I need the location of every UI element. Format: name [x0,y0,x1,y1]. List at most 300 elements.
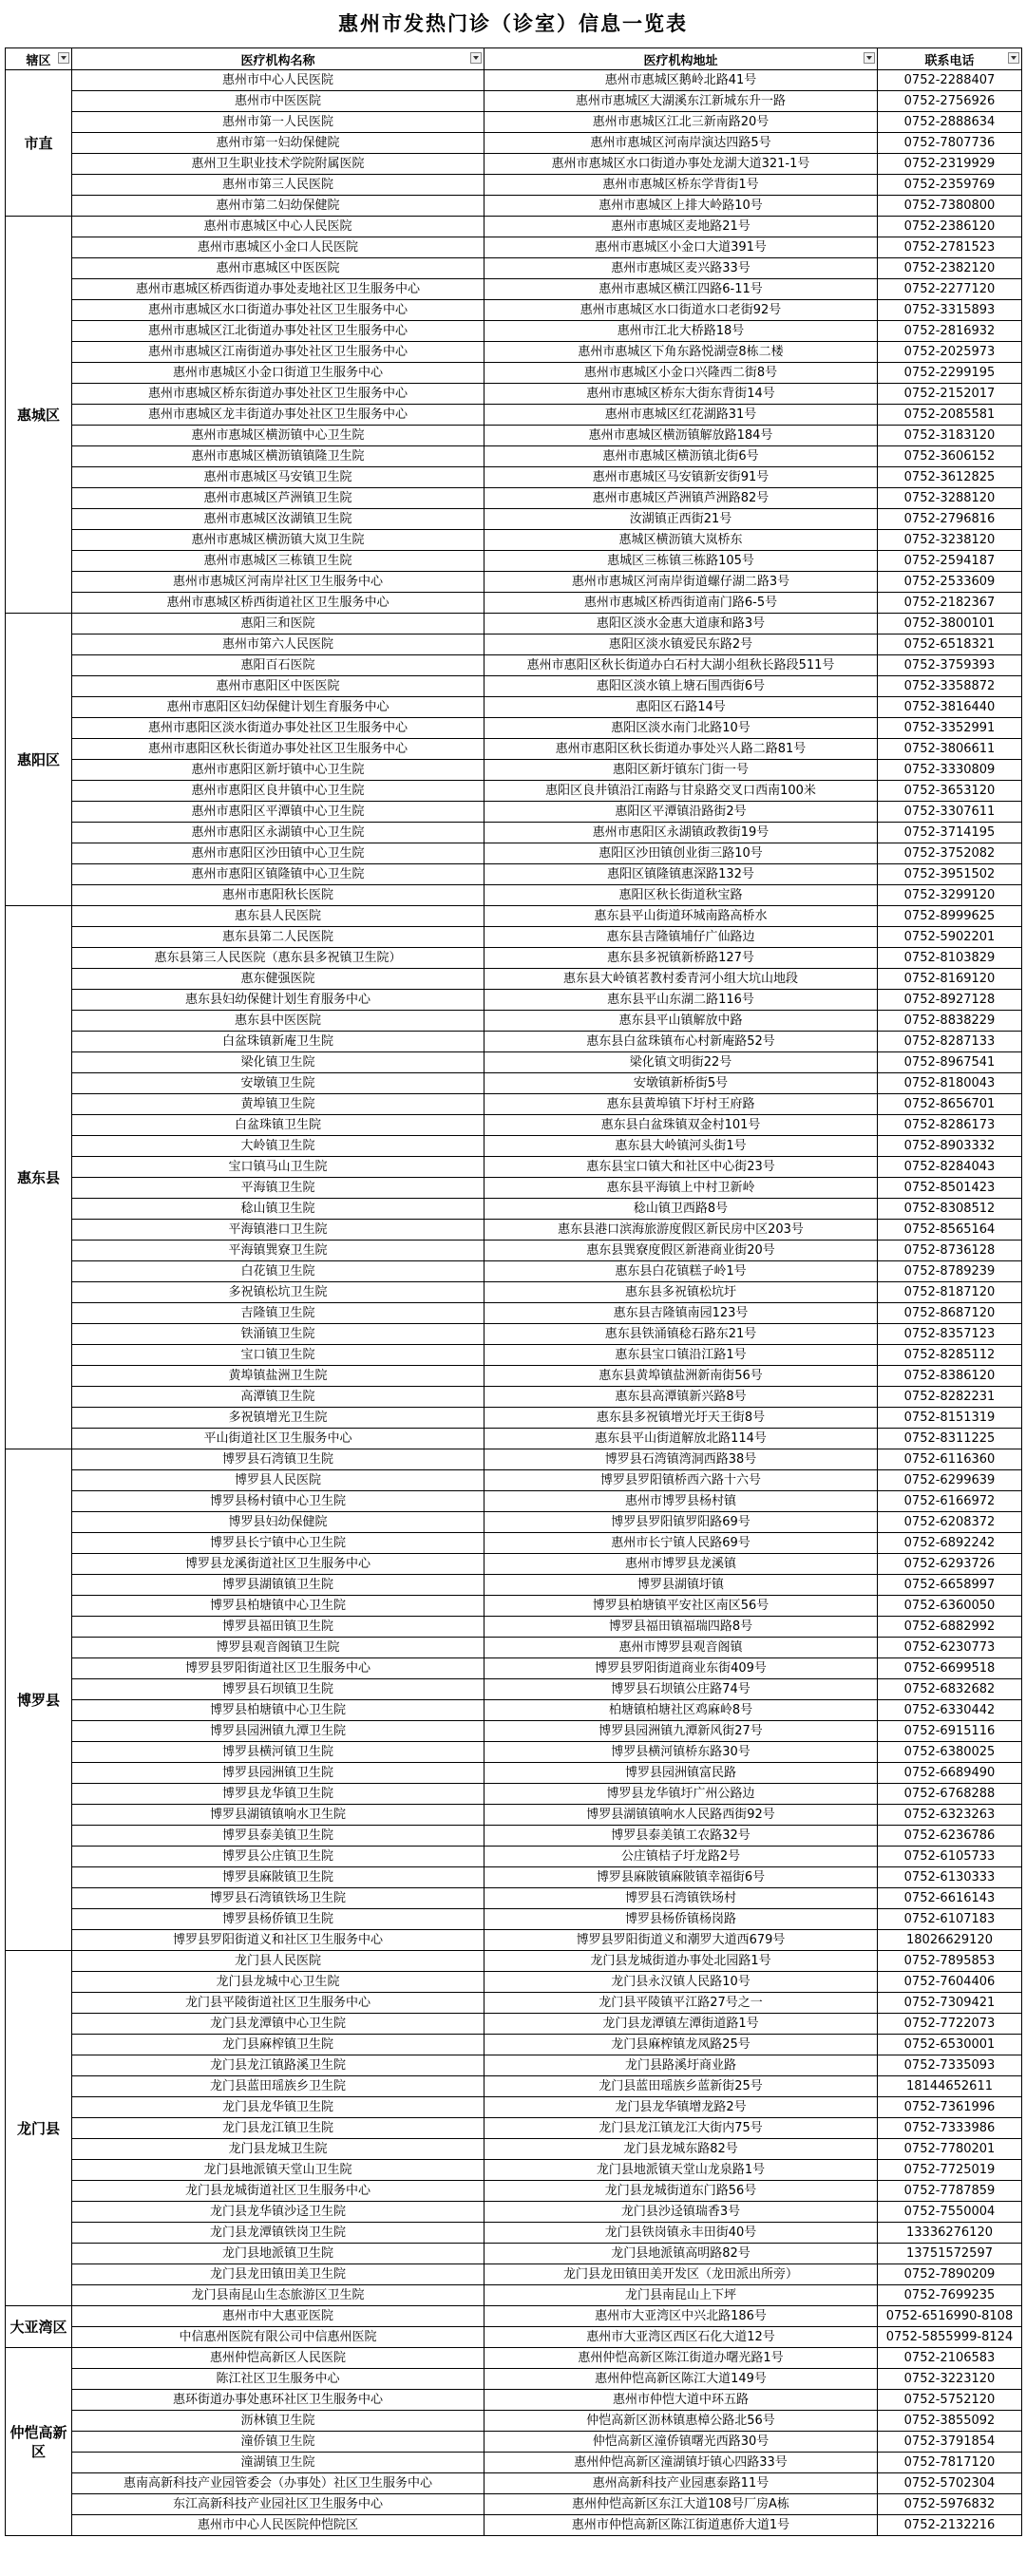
phone-cell: 0752-5855999-8124 [878,2327,1022,2348]
phone-cell: 0752-8282231 [878,1387,1022,1408]
table-row [6,1073,1022,1094]
table-row [6,1449,1022,1470]
district-cell: 大亚湾区 [6,2306,72,2348]
institution-address-cell: 惠东县吉隆镇埔仔广仙路边 [484,927,878,948]
phone-cell: 0752-3714195 [878,823,1022,843]
institution-name-cell: 博罗县湖镇镇卫生院 [72,1575,484,1596]
table-row [6,1032,1022,1052]
institution-address-cell: 博罗县杨侨镇杨岗路 [484,1909,878,1930]
institution-name-cell: 惠州市中医医院 [72,91,484,112]
institution-address-cell: 惠州市惠城区横江四路6-11号 [484,279,878,300]
phone-cell: 0752-2277120 [878,279,1022,300]
institution-address-cell: 博罗县罗阳镇桥西六路十六号 [484,1470,878,1491]
table-row [6,2453,1022,2473]
header-name: 医疗机构名称 [72,48,484,70]
filter-dropdown-icon[interactable] [864,52,875,64]
institution-name-cell: 吉隆镇卫生院 [72,1303,484,1324]
table-row [6,1345,1022,1366]
institution-name-cell: 博罗县泰美镇卫生院 [72,1826,484,1847]
institution-name-cell: 惠州市中大惠亚医院 [72,2306,484,2327]
phone-cell: 0752-6236786 [878,1826,1022,1847]
table-row [6,133,1022,154]
institution-address-cell: 惠州市大亚湾区西区石化大道12号 [484,2327,878,2348]
institution-address-cell: 惠东县宝口镇大和社区中心街23号 [484,1157,878,1178]
phone-cell: 0752-3816440 [878,697,1022,718]
table-row [6,927,1022,948]
table-row [6,2223,1022,2244]
phone-cell: 0752-2152017 [878,384,1022,405]
table-row [6,1847,1022,1867]
institution-name-cell: 博罗县湖镇镇响水卫生院 [72,1805,484,1826]
table-row [6,2327,1022,2348]
institution-address-cell: 惠阳区沙田镇创业街三路10号 [484,843,878,864]
phone-cell: 0752-6293726 [878,1554,1022,1575]
table-row [6,885,1022,906]
table-row [6,655,1022,676]
institution-address-cell: 龙门县路溪圩商业路 [484,2055,878,2076]
phone-cell: 0752-2132216 [878,2515,1022,2536]
institution-name-cell: 博罗县杨侨镇卫生院 [72,1909,484,1930]
table-row [6,342,1022,363]
table-row [6,2244,1022,2264]
institution-name-cell: 惠州卫生职业技术学院附属医院 [72,154,484,175]
institution-address-cell: 惠阳区淡水南门北路10号 [484,718,878,739]
phone-cell: 0752-3791854 [878,2432,1022,2453]
phone-cell: 0752-7335093 [878,2055,1022,2076]
institution-address-cell: 惠东县平山街道环城南路高桥水 [484,906,878,927]
institution-address-cell: 博罗县湖镇圩镇 [484,1575,878,1596]
table-row [6,1784,1022,1805]
phone-cell: 0752-7722073 [878,2014,1022,2035]
header-phone: 联系电话 [878,48,1022,70]
institution-name-cell: 博罗县公庄镇卫生院 [72,1847,484,1867]
institution-name-cell: 博罗县园洲镇九潭卫生院 [72,1721,484,1742]
district-cell: 惠城区 [6,217,72,614]
institution-name-cell: 惠州市惠城区横沥镇大岚卫生院 [72,530,484,551]
phone-cell: 0752-3800101 [878,614,1022,635]
institution-address-cell: 龙门县南昆山上下坪 [484,2285,878,2306]
institution-address-cell: 惠州市博罗县龙溪镇 [484,1554,878,1575]
institution-address-cell: 博罗县湖镇镇响水人民路西街92号 [484,1805,878,1826]
institution-name-cell: 惠州市第三人民医院 [72,175,484,196]
table-row [6,1178,1022,1199]
institution-address-cell: 惠州市惠城区大湖溪东江新城东升一路 [484,91,878,112]
table-row [6,2014,1022,2035]
phone-cell: 0752-8501423 [878,1178,1022,1199]
institution-address-cell: 惠州市仲恺大道中环五路 [484,2390,878,2411]
table-row [6,1575,1022,1596]
institution-address-cell: 惠阳区石路14号 [484,697,878,718]
institution-name-cell: 博罗县麻陂镇卫生院 [72,1867,484,1888]
institution-name-cell: 龙门县蓝田瑶族乡卫生院 [72,2076,484,2097]
table-row [6,1909,1022,1930]
institution-address-cell: 惠东县平山镇解放中路 [484,1011,878,1032]
phone-cell: 0752-7309421 [878,1993,1022,2014]
institution-name-cell: 惠州市惠城区水口街道办事处社区卫生服务中心 [72,300,484,321]
institution-address-cell: 惠州市惠城区麦地路21号 [484,217,878,237]
institution-address-cell: 惠东县黄埠镇盐洲新南街56号 [484,1366,878,1387]
district-cell: 惠阳区 [6,614,72,906]
institution-name-cell: 惠环街道办事处惠环社区卫生服务中心 [72,2390,484,2411]
table-row [6,1241,1022,1261]
table-row [6,2055,1022,2076]
institution-address-cell: 惠州市惠城区鹅岭北路41号 [484,70,878,91]
phone-cell: 0752-8927128 [878,990,1022,1011]
institution-name-cell: 惠东县妇幼保健计划生育服务中心 [72,990,484,1011]
institution-name-cell: 博罗县龙华镇卫生院 [72,1784,484,1805]
phone-cell: 0752-6105733 [878,1847,1022,1867]
table-row [6,1993,1022,2014]
phone-cell: 0752-3806611 [878,739,1022,760]
institution-address-cell: 惠州市惠城区麦兴路33号 [484,258,878,279]
table-row [6,1951,1022,1972]
table-row [6,2264,1022,2285]
table-row [6,1115,1022,1136]
phone-cell: 0752-3653120 [878,781,1022,802]
table-row [6,990,1022,1011]
institution-name-cell: 铁涌镇卫生院 [72,1324,484,1345]
table-row [6,1157,1022,1178]
institution-address-cell: 博罗县园洲镇九潭新风街27号 [484,1721,878,1742]
filter-dropdown-icon[interactable] [58,52,69,64]
institution-name-cell: 平海镇巽寮卫生院 [72,1241,484,1261]
phone-cell: 0752-6116360 [878,1449,1022,1470]
institution-name-cell: 惠州市第一妇幼保健院 [72,133,484,154]
phone-cell: 0752-7333986 [878,2118,1022,2139]
institution-address-cell: 惠州市惠城区小金口大道391号 [484,237,878,258]
table-row [6,635,1022,655]
header-district: 辖区 [6,48,72,70]
institution-name-cell: 白盆珠镇新庵卫生院 [72,1032,484,1052]
institution-name-cell: 安墩镇卫生院 [72,1073,484,1094]
phone-cell: 0752-2299195 [878,363,1022,384]
institution-name-cell: 惠州市惠城区芦洲镇卫生院 [72,488,484,509]
institution-name-cell: 惠州市惠城区三栋镇卫生院 [72,551,484,572]
institution-name-cell: 龙门县龙潭镇中心卫生院 [72,2014,484,2035]
institution-address-cell: 龙门县龙田镇田美开发区（龙田派出所旁） [484,2264,878,2285]
table-row [6,2515,1022,2536]
table-row [6,2369,1022,2390]
phone-cell: 0752-6166972 [878,1491,1022,1512]
institution-name-cell: 惠州市惠城区中心人民医院 [72,217,484,237]
phone-cell: 0752-8838229 [878,1011,1022,1032]
table-row [6,1554,1022,1575]
institution-address-cell: 惠东县平海镇上中村卫新岭 [484,1178,878,1199]
institution-name-cell: 惠州市惠城区桥西街道办事处麦地社区卫生服务中心 [72,279,484,300]
table-row [6,781,1022,802]
institution-address-cell: 惠州市惠城区桥东学背街1号 [484,175,878,196]
institution-name-cell: 惠州市惠阳区镇隆镇中心卫生院 [72,864,484,885]
table-row [6,1679,1022,1700]
institution-name-cell: 龙门县龙华镇卫生院 [72,2097,484,2118]
phone-cell: 0752-8687120 [878,1303,1022,1324]
phone-cell: 0752-2106583 [878,2348,1022,2369]
table-row [6,1052,1022,1073]
institution-name-cell: 潼侨镇卫生院 [72,2432,484,2453]
phone-cell: 0752-6518321 [878,635,1022,655]
phone-cell: 0752-8286173 [878,1115,1022,1136]
institution-name-cell: 黄埠镇卫生院 [72,1094,484,1115]
institution-address-cell: 惠阳区镇隆镇惠深路132号 [484,864,878,885]
phone-cell: 0752-5902201 [878,927,1022,948]
phone-cell: 0752-2359769 [878,175,1022,196]
table-row [6,1011,1022,1032]
institution-name-cell: 龙门县南昆山生态旅游区卫生院 [72,2285,484,2306]
phone-cell: 0752-6208372 [878,1512,1022,1533]
table-row [6,2306,1022,2327]
institution-name-cell: 宝口镇卫生院 [72,1345,484,1366]
phone-cell: 0752-3752082 [878,843,1022,864]
institution-address-cell: 惠阳区淡水镇上塘石围西街6号 [484,676,878,697]
institution-address-cell: 惠阳区淡水镇爱民东路2号 [484,635,878,655]
table-row [6,823,1022,843]
institution-address-cell: 惠州市大亚湾区中兴北路186号 [484,2306,878,2327]
clinic-table [5,47,1022,2536]
table-row [6,1387,1022,1408]
phone-cell: 0752-3183120 [878,426,1022,446]
institution-name-cell: 惠阳三和医院 [72,614,484,635]
institution-name-cell: 惠州市惠阳区秋长街道办事处社区卫生服务中心 [72,739,484,760]
institution-name-cell: 惠州市惠城区横沥镇镇隆卫生院 [72,446,484,467]
institution-address-cell: 惠州市惠城区上排大岭路10号 [484,196,878,217]
institution-address-cell: 惠州市惠阳区秋长街道办事处兴人路二路81号 [484,739,878,760]
phone-cell: 0752-6380025 [878,1742,1022,1763]
table-row [6,488,1022,509]
institution-address-cell: 惠州市惠城区马安镇新安街91号 [484,467,878,488]
table-row [6,2390,1022,2411]
table-row [6,196,1022,217]
table-header-row [6,48,1022,70]
phone-cell: 0752-3759393 [878,655,1022,676]
phone-cell: 0752-8357123 [878,1324,1022,1345]
phone-cell: 0752-6516990-8108 [878,2306,1022,2327]
institution-address-cell: 惠东县巽寮度假区新港商业街20号 [484,1241,878,1261]
institution-address-cell: 惠东县宝口镇沿江路1号 [484,1345,878,1366]
institution-address-cell: 安墩镇新桥街5号 [484,1073,878,1094]
table-row [6,509,1022,530]
table-row [6,1700,1022,1721]
table-row [6,1282,1022,1303]
phone-cell: 0752-7895853 [878,1951,1022,1972]
table-row [6,2118,1022,2139]
phone-cell: 0752-7890209 [878,2264,1022,2285]
page-title: 惠州市发热门诊（诊室）信息一览表 [338,12,688,35]
table-row [6,279,1022,300]
table-row [6,572,1022,593]
institution-name-cell: 惠州市中心人民医院 [72,70,484,91]
header-address: 医疗机构地址 [484,48,878,70]
institution-name-cell: 龙门县龙城中心卫生院 [72,1972,484,1993]
phone-cell: 0752-6915116 [878,1721,1022,1742]
table-row [6,175,1022,196]
district-cell: 龙门县 [6,1951,72,2306]
phone-cell: 0752-2888634 [878,112,1022,133]
phone-cell: 0752-7380800 [878,196,1022,217]
institution-name-cell: 惠州市惠阳区中医医院 [72,676,484,697]
institution-address-cell: 龙门县龙城东路82号 [484,2139,878,2160]
institution-name-cell: 陈江社区卫生服务中心 [72,2369,484,2390]
district-cell: 市直 [6,70,72,217]
table-row [6,2348,1022,2369]
table-row [6,2139,1022,2160]
table-row [6,1094,1022,1115]
table-row [6,2076,1022,2097]
table-row [6,1763,1022,1784]
institution-address-cell: 龙门县龙华镇增龙路2号 [484,2097,878,2118]
institution-name-cell: 龙门县龙城卫生院 [72,2139,484,2160]
table-row [6,760,1022,781]
table-row [6,217,1022,237]
phone-cell: 0752-6360050 [878,1596,1022,1617]
institution-name-cell: 龙门县龙江镇卫生院 [72,2118,484,2139]
institution-name-cell: 惠州市惠城区中医医院 [72,258,484,279]
table-row [6,1617,1022,1638]
institution-address-cell: 博罗县石坝镇公庄路74号 [484,1679,878,1700]
institution-name-cell: 惠州市惠城区桥西街道社区卫生服务中心 [72,593,484,614]
table-row [6,300,1022,321]
institution-address-cell: 惠东县高潭镇新兴路8号 [484,1387,878,1408]
table-row [6,154,1022,175]
table-row [6,906,1022,927]
phone-cell: 0752-6107183 [878,1909,1022,1930]
filter-dropdown-icon[interactable] [1008,52,1019,64]
institution-address-cell: 惠州市惠阳区秋长街道办白石村大湖小组秋长路段511号 [484,655,878,676]
institution-name-cell: 平山街道社区卫生服务中心 [72,1429,484,1449]
table-row [6,426,1022,446]
institution-name-cell: 惠州市惠城区江北街道办事处社区卫生服务中心 [72,321,484,342]
institution-name-cell: 惠州市惠阳区妇幼保健计划生育服务中心 [72,697,484,718]
table-row [6,1805,1022,1826]
institution-name-cell: 惠州市惠阳区淡水街道办事处社区卫生服务中心 [72,718,484,739]
institution-address-cell: 惠东县多祝镇松坑圩 [484,1282,878,1303]
phone-cell: 0752-2025973 [878,342,1022,363]
institution-address-cell: 仲恺高新区潼侨镇曙光西路30号 [484,2432,878,2453]
table-row [6,739,1022,760]
phone-cell: 0752-6768288 [878,1784,1022,1805]
institution-address-cell: 惠城区三栋镇三栋路105号 [484,551,878,572]
table-row [6,697,1022,718]
institution-name-cell: 博罗县柏塘镇中心卫生院 [72,1700,484,1721]
filter-dropdown-icon[interactable] [470,52,482,64]
institution-name-cell: 惠州市惠城区桥东街道办事处社区卫生服务中心 [72,384,484,405]
institution-name-cell: 惠州市惠城区龙丰街道办事处社区卫生服务中心 [72,405,484,426]
institution-address-cell: 惠州市博罗县观音阁镇 [484,1638,878,1658]
institution-address-cell: 惠州市惠城区河南岸演达四路5号 [484,133,878,154]
institution-address-cell: 惠东县白盆珠镇布心村新庵路52号 [484,1032,878,1052]
institution-name-cell: 博罗县罗阳街道社区卫生服务中心 [72,1658,484,1679]
table-row [6,1470,1022,1491]
institution-address-cell: 公庄镇桔子圩龙路2号 [484,1847,878,1867]
phone-cell: 0752-7725019 [878,2160,1022,2181]
table-row [6,948,1022,969]
phone-cell: 0752-2756926 [878,91,1022,112]
phone-cell: 0752-8308512 [878,1199,1022,1220]
table-row [6,258,1022,279]
phone-cell: 0752-2085581 [878,405,1022,426]
table-row [6,1512,1022,1533]
institution-name-cell: 惠州市第六人民医院 [72,635,484,655]
institution-name-cell: 博罗县福田镇卫生院 [72,1617,484,1638]
institution-address-cell: 惠阳区淡水金惠大道康和路3号 [484,614,878,635]
institution-name-cell: 博罗县石坝镇卫生院 [72,1679,484,1700]
table-row [6,405,1022,426]
table-row [6,91,1022,112]
table-row [6,1721,1022,1742]
institution-name-cell: 平海镇卫生院 [72,1178,484,1199]
institution-name-cell: 龙门县地派镇天堂山卫生院 [72,2160,484,2181]
phone-cell: 13336276120 [878,2223,1022,2244]
institution-name-cell: 白花镇卫生院 [72,1261,484,1282]
institution-name-cell: 中信惠州医院有限公司中信惠州医院 [72,2327,484,2348]
phone-cell: 0752-5702304 [878,2473,1022,2494]
phone-cell: 0752-3315893 [878,300,1022,321]
institution-address-cell: 惠州仲恺高新区陈江街道办曙光路1号 [484,2348,878,2369]
phone-cell: 0752-6832682 [878,1679,1022,1700]
institution-name-cell: 惠州市惠城区小金口街道卫生服务中心 [72,363,484,384]
phone-cell: 0752-3606152 [878,446,1022,467]
table-row [6,1867,1022,1888]
table-row [6,1826,1022,1847]
institution-address-cell: 龙门县龙城街道办事处北园路1号 [484,1951,878,1972]
table-row [6,1261,1022,1282]
institution-address-cell: 惠州仲恺高新区陈江大道149号 [484,2369,878,2390]
phone-cell: 0752-6616143 [878,1888,1022,1909]
phone-cell: 0752-2288407 [878,70,1022,91]
institution-name-cell: 惠阳百石医院 [72,655,484,676]
phone-cell: 0752-7604406 [878,1972,1022,1993]
table-row [6,1324,1022,1345]
phone-cell: 0752-8103829 [878,948,1022,969]
phone-cell: 0752-8999625 [878,906,1022,927]
institution-address-cell: 龙门县地派镇天堂山龙泉路1号 [484,2160,878,2181]
phone-cell: 0752-7699235 [878,2285,1022,2306]
phone-cell: 0752-2816932 [878,321,1022,342]
institution-address-cell: 惠东县多祝镇新桥路127号 [484,948,878,969]
institution-address-cell: 惠州市惠城区芦洲镇芦洲路82号 [484,488,878,509]
phone-cell: 0752-6330442 [878,1700,1022,1721]
institution-address-cell: 龙门县麻榨镇龙凤路25号 [484,2035,878,2055]
phone-cell: 0752-8180043 [878,1073,1022,1094]
phone-cell: 0752-3612825 [878,467,1022,488]
institution-name-cell: 惠南高新科技产业园管委会（办事处）社区卫生服务中心 [72,2473,484,2494]
table-row [6,614,1022,635]
phone-cell: 0752-3951502 [878,864,1022,885]
institution-address-cell: 龙门县永汉镇人民路10号 [484,1972,878,1993]
institution-name-cell: 惠州市惠城区横沥镇中心卫生院 [72,426,484,446]
institution-name-cell: 惠州市惠阳区平潭镇中心卫生院 [72,802,484,823]
phone-cell: 0752-8789239 [878,1261,1022,1282]
institution-name-cell: 惠东健强医院 [72,969,484,990]
phone-cell: 13751572597 [878,2244,1022,2264]
phone-cell: 0752-6892242 [878,1533,1022,1554]
institution-name-cell: 龙门县龙田镇田美卫生院 [72,2264,484,2285]
table-row [6,467,1022,488]
institution-name-cell: 龙门县龙潭镇铁岗卫生院 [72,2223,484,2244]
table-row [6,1596,1022,1617]
phone-cell: 0752-8656701 [878,1094,1022,1115]
table-row [6,321,1022,342]
institution-address-cell: 惠州市惠城区下角东路悦湖壹8栋二楼 [484,342,878,363]
phone-cell: 0752-6323263 [878,1805,1022,1826]
institution-name-cell: 博罗县石湾镇卫生院 [72,1449,484,1470]
institution-address-cell: 博罗县麻陂镇麻陂镇幸福街6号 [484,1867,878,1888]
institution-name-cell: 高潭镇卫生院 [72,1387,484,1408]
institution-name-cell: 多祝镇松坑卫生院 [72,1282,484,1303]
phone-cell: 0752-6299639 [878,1470,1022,1491]
institution-address-cell: 龙门县蓝田瑶族乡蓝新街25号 [484,2076,878,2097]
institution-address-cell: 惠州市博罗县杨村镇 [484,1491,878,1512]
phone-cell: 0752-2796816 [878,509,1022,530]
